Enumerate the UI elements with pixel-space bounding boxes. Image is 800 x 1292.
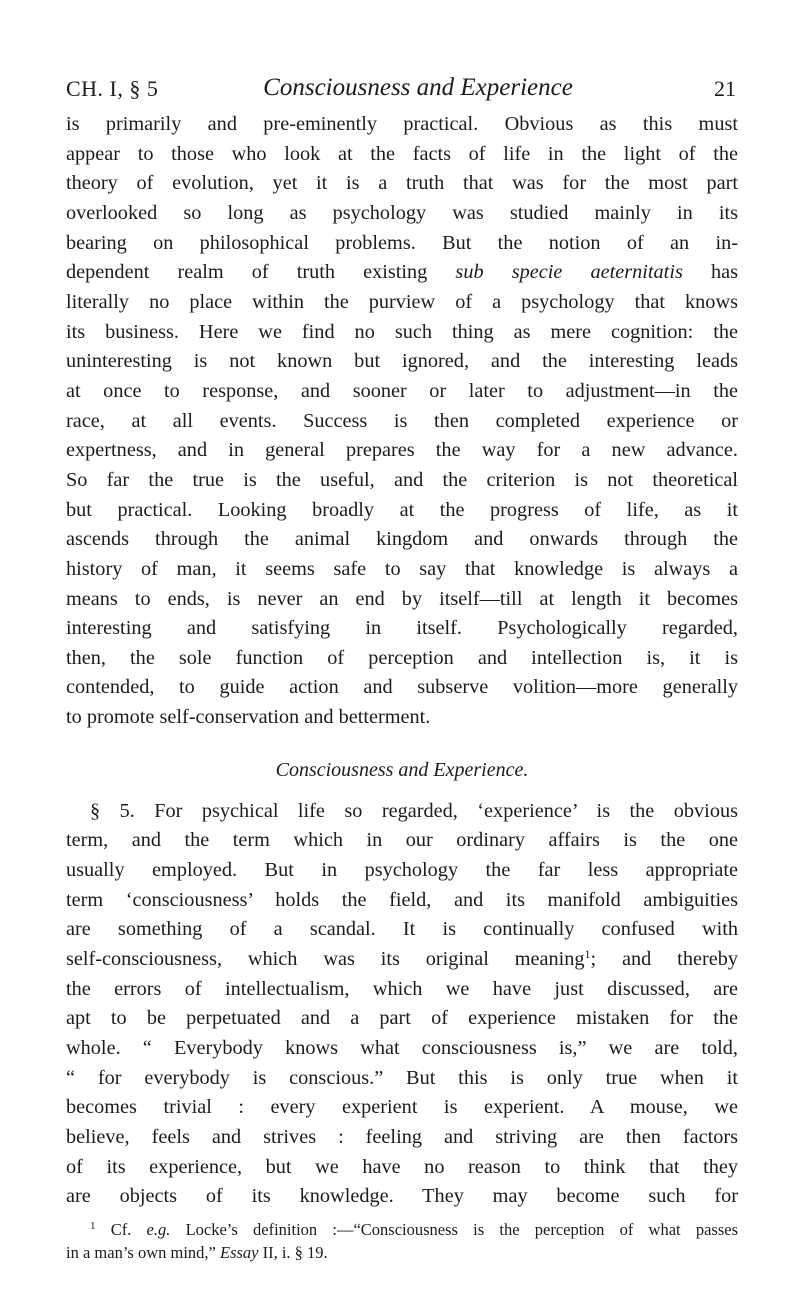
footnote-marker: 1 <box>90 1219 96 1232</box>
text-line: history of man, it seems safe to say that knowledge is always a <box>66 557 738 580</box>
text-line: term, and the term which in our ordinary affairs is the one <box>66 829 738 852</box>
paragraph-2 <box>66 797 738 1212</box>
latin-phrase: sub specie aeternitatis <box>455 261 683 284</box>
text-segment-italic: e.g. <box>146 1219 171 1239</box>
text-line: uninteresting is not known but ignored, and the interesting leads <box>66 350 738 373</box>
text-line: of its experience, but we have no reason to think that they <box>66 1155 738 1178</box>
text-line: is primarily and pre-eminently practical. Obvious as this must <box>66 113 738 135</box>
text-segment: in a man’s own mind,” <box>66 1242 220 1262</box>
text-line: usually employed. But in psychology the far less appropriate <box>66 859 738 882</box>
text-line <box>66 945 738 975</box>
text-line: believe, feels and strives : feeling and striving are then factors <box>66 1126 738 1148</box>
text-line: term ‘consciousness’ holds the field, and its manifold ambiguities <box>66 888 738 911</box>
footnote-line <box>66 1241 738 1264</box>
text-segment: has <box>682 261 738 284</box>
text-line: the errors of intellectualism, which we have just discussed, are <box>66 977 738 1000</box>
text-line: its business. Here we find no such thing as mere cognition: the <box>66 320 738 343</box>
running-header <box>66 70 738 110</box>
text-line: apt to be perpetuated and a part of experience mistaken for the <box>66 1007 738 1030</box>
text-line: means to ends, is never an end by itself—till at length it becomes <box>66 587 738 610</box>
paragraph-1 <box>66 110 738 733</box>
text-line: bearing on philosophical problems. But the notion of an in- <box>66 231 738 254</box>
footnote-line <box>66 1218 738 1241</box>
text-line: So far the true is the useful, and the criterion is not theoretical <box>66 468 738 491</box>
text-segment: II, i. § 19. <box>258 1242 328 1262</box>
book-page <box>66 70 738 1264</box>
text-line: contended, to guide action and subserve volition—more generally <box>66 676 738 699</box>
footnote <box>66 1218 738 1264</box>
text-line: are objects of its knowledge. They may become such for <box>66 1185 738 1208</box>
text-line: expertness, and in general prepares the way for a new advance. <box>66 439 738 462</box>
text-line: whole. “ Everybody knows what consciousness is,” we are told, <box>66 1037 738 1060</box>
running-title: Consciousness and Experience <box>263 74 573 101</box>
section-heading: Consciousness and Experience. <box>275 758 529 781</box>
text-line: § 5. For psychical life so regarded, ‘experience’ is the obvious <box>90 799 738 822</box>
text-line: interesting and satisfying in itself. Psychologically regarded, <box>66 617 738 640</box>
text-segment-italic: Essay <box>219 1242 259 1262</box>
text-segment: Locke’s definition :—“Consciousness is the perception of what passes <box>170 1219 738 1239</box>
text-line: are something of a scandal. It is continually confused with <box>66 918 738 941</box>
text-line: then, the sole function of perception and intellection is, it is <box>66 646 738 669</box>
page-number: 21 <box>714 76 736 101</box>
text-line: at once to response, and sooner or later to adjustment—in the <box>66 379 738 402</box>
text-line: appear to those who look at the facts of life in the light of the <box>66 142 738 165</box>
text-line: to promote self-conservation and betterment. <box>66 706 431 729</box>
text-line: theory of evolution, yet it is a truth that was for the most part <box>66 172 738 195</box>
text-segment: self-consciousness, which was its original meaning <box>66 948 585 971</box>
text-line: but practical. Looking broadly at the progress of life, as it <box>66 498 738 521</box>
text-segment: Cf. <box>95 1219 147 1239</box>
text-line: becomes trivial : every experient is experient. A mouse, we <box>66 1096 738 1119</box>
text-line: literally no place within the purview of a psychology that knows <box>66 290 738 313</box>
text-line <box>66 258 738 288</box>
text-line: race, at all events. Success is then completed experience or <box>66 409 738 432</box>
text-line: “ for everybody is conscious.” But this is only true when it <box>66 1066 738 1089</box>
text-line: overlooked so long as psychology was studied mainly in its <box>66 201 738 224</box>
text-segment: ; and thereby <box>590 948 738 971</box>
text-line: ascends through the animal kingdom and onwards through the <box>66 528 738 551</box>
chapter-reference: CH. I, § 5 <box>66 76 159 101</box>
text-segment: dependent realm of truth existing <box>66 261 456 284</box>
footnote-reference: 1 <box>584 947 591 962</box>
